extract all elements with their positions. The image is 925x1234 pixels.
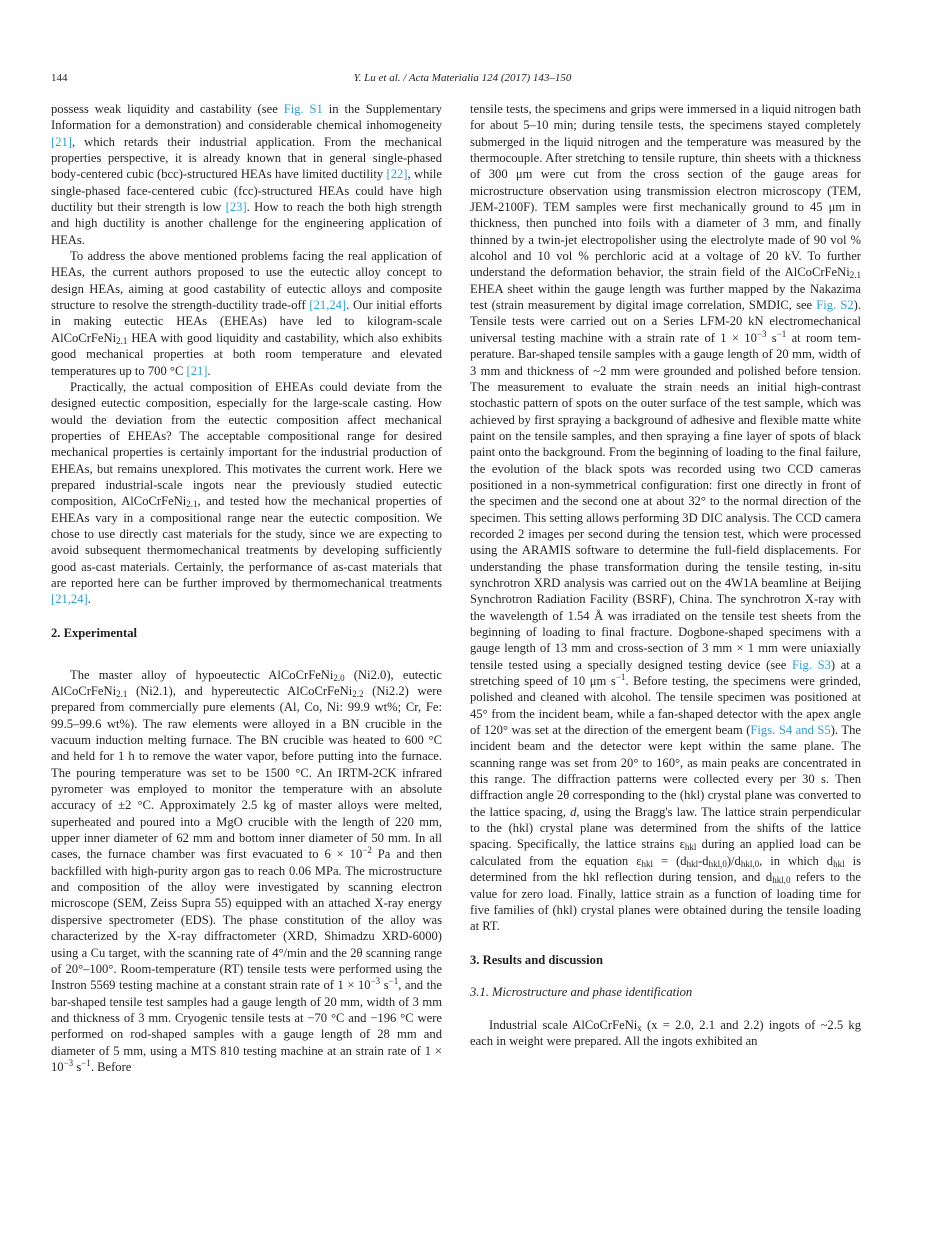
subscript: 2.1	[116, 689, 128, 699]
superscript: −2	[362, 845, 372, 856]
text: HEA with good liquidity and castability, which also exhibits good mechanical properties at both room temperature and elevated temperatures up to 700 °C	[51, 330, 442, 378]
subscript: hkl	[641, 858, 654, 869]
text: s	[766, 330, 777, 345]
superscript: −1	[81, 1057, 91, 1068]
superscript: −3	[370, 976, 381, 987]
text: tensile tests, the specimens and grips were immersed in a liquid nitrogen bath for about 5–10 min; during tensile tests, the specimens stayed completely submerged in the liquid nitrogen and the temperature was measured by the thermocouple. After stretching to tensile rupture, thin sheets with a thickness of 300 μm were cut from the cross section of the gauge areas for microstructure observation using transmission electron microscopy (TEM, JEM-2100F). TEM samples were first mechanically ground to 45 μm in thickness, then punched into foils with a diameter of 3 mm, and finally thinned by a twin-jet electropolisher using the electrolyte made of 90 vol % alcohol and 10 vol % perchloric acid at a voltage of 20 kV. To further understand the deformation behavior, the strain field of the AlCoCrFeNi	[470, 102, 861, 280]
link-fig-s2[interactable]: Fig. S2	[816, 298, 854, 313]
subscript: hkl	[686, 858, 699, 869]
text: . Our initial efforts in making eutectic HEAs (EHEAs) have led to kilogram-scale AlCoCrFeNi	[51, 298, 443, 345]
citation-21[interactable]: [21]	[186, 363, 208, 378]
running-head: Y. Lu et al. / Acta Materialia 124 (2017) 143–150	[353, 72, 572, 84]
subscript: 2.1	[116, 335, 128, 346]
section-heading-results: 3. Results and discussion	[470, 952, 603, 967]
citation-23[interactable]: [23]	[225, 200, 247, 215]
text: is determined from the hkl reflection during tension, and d	[470, 853, 861, 885]
text: To address the above mentioned problems facing the real application of HEAs, the current authors proposed to use the eutectic alloy concept to design HEAs, aiming at good castability of eutectic alloys and composite structure to resolve the strength-ductility trade-off	[51, 249, 442, 313]
subsection-heading-microstructure: 3.1. Microstructure and phase identification	[470, 984, 693, 999]
text: ). The incident beam and the detector were kept within the same plane. The scanning range was set from 20° to 160°, as main peaks are concentrated in this range. The diffraction patterns were collected every per 30 s. Then diffraction angle 2θ corresponding to the (hkl) crystal plane was converted to the lattice spacing,	[470, 723, 861, 819]
text: ). Tensile tests were carried out on a Series LFM-20 kN electromechanical universal testing machine with a strain rate of 1 × 10	[470, 298, 861, 345]
subscript: 2.1	[849, 270, 861, 281]
page-number: 144	[51, 72, 68, 84]
text: .	[87, 592, 91, 607]
text: s	[380, 978, 389, 993]
link-fig-s3[interactable]: Fig. S3	[792, 657, 831, 672]
text: (Ni2.1), and hypereutectic AlCoCrFeNi	[127, 684, 353, 698]
text: The master alloy of hypoeutectic AlCoCrFeNi	[70, 667, 334, 682]
subscript: hkl	[833, 858, 845, 869]
superscript: −3	[63, 1057, 74, 1068]
text: , and the bar-shaped tensile test samples had a gauge length of 20 mm, width of 3 mm and thickness of 3 mm. Cryogenic tensile tests at −70 °C and −196 °C were performed on rod-shaped samples with a gauge length of 28 mm and diameter of 5 mm, using a MTS 810 testing machine at an strain rate of 1 × 10	[51, 978, 443, 1074]
citation-21[interactable]: [21]	[51, 134, 72, 149]
text: , which retards their industrial application. From the mechanical properties perspective, it is already known that in general single-phased body-centered cubic (bcc)-structured HEAs have limited ductility	[51, 134, 442, 182]
text: (x = 2.0, 2.1 and 2.2) ingots of ~2.5 kg each in weight were prepared. All the ingots exhibited an	[470, 1017, 861, 1048]
superscript: −1	[388, 976, 399, 987]
text: s	[73, 1059, 82, 1074]
text: , in which d	[759, 853, 834, 868]
subscript: hkl,0	[708, 858, 727, 869]
text: during an applied load can be calculated from the equation ε	[470, 837, 861, 868]
right-column	[470, 101, 861, 1049]
text: .	[207, 363, 211, 378]
subscript: hkl	[684, 842, 697, 853]
citation-21-24[interactable]: [21,24]	[309, 298, 347, 313]
text: Practically, the actual composition of EHEAs could deviate from the designed eutectic composition, especially for the large-scale casting. How would the deviation from the eutectic composition affect mechanical properties of EHEAs? The acceptable compositional range for desired mechanical properties is certainly important for the industrial production of EHEAs, but remains unexplored. This motivates the current work. Here we prepared industrial-scale ingots near the previously studied eutectic composition, AlCoCrFeNi	[51, 379, 442, 509]
paragraph	[51, 379, 442, 608]
paragraph	[51, 248, 442, 379]
text: , using the Bragg's law. The lattice strain perpendicular to the (hkl) crystal plane was determined from the shifts of the lattice spacing. Specifically, the lattice strains ε	[470, 804, 861, 852]
subscript: x	[637, 1022, 642, 1033]
subscript: 2.1	[186, 499, 198, 510]
text: , and tested how the mechanical properties of EHEAs vary in a compositional range near the eutectic composition. We chose to use directly cast materials for the study, since we are expecting to avoid subsequent thermomechanical treatments by developing sufficiently good as-cast materials. Certainly, the performance of as-cast materials that are reported here can be further improved by thermomechanical treatments	[51, 494, 442, 590]
text: . Before testing, the specimens were grinded, polished and cleaned with alcohol. The tensile specimen was positioned at 45° from the incident beam, while a fan-shaped detector with the apex angle of 120° was set at the direction of the emergent beam (	[470, 674, 861, 738]
text: (Ni2.2) were prepared from commercially pure elements (Al, Co, Ni: 99.9 wt%; Cr, Fe: 99.5–99.6 wt%). The raw elements were alloyed in a BN crucible in the vacuum induction melting furnace. The BN crucible was heated to 600 °C and held for 1 h to remove the water vapor, before putting into the furnace. The pouring temperature was set to be 1500 °C. An IRTM-2CK infrared pyrometer was employed to monitor the temperature with an absolute accuracy of ±2 °C. Approximately 2.5 kg of master alloys were melted, superheated and poured into a MgO crucible with the length of 220 mm, upper inner diameter of 62 mm and bottom inner diameter of 50 mm. In all cases, the furnace chamber was first evacuated to 6 × 10	[51, 684, 442, 862]
paragraph	[470, 1017, 861, 1050]
paragraph	[51, 101, 442, 248]
superscript: −1	[776, 328, 787, 339]
text: , while single-phased face-centered cubic (fcc)-structured HEAs could have high ductility but their strength is low	[51, 167, 442, 215]
subscript: hkl,0	[772, 875, 791, 886]
text: possess weak liquidity and castability (see	[51, 102, 284, 116]
text: refers to the value for zero load. Finally, lattice strain as a function of loading time for five families of (hkl) crystal planes were obtained during the tensile loading at RT.	[470, 870, 861, 934]
text: . Before	[90, 1059, 132, 1074]
link-figs-s4-s5[interactable]: Figs. S4 and S5	[750, 723, 831, 738]
italic-variable: d	[570, 804, 577, 819]
text: at room temperature. Bar-shaped tensile samples with a gauge length of 20 mm, width of 3 mm and thickness of ~2 mm were grounded and polished before tension. The measurement to evaluate the strain needs an initial high-contrast stochastic pattern of spots on the outer surface of the test sample, which was achieved by first spraying a background of adhesive and flexible matte white paint on the tensile samples, and then spraying a fine layer of spots of black paint onto the background. From the beginning of loading to the final failure, the evolution of the black spots was recorded using two CCD cameras positioned in a non-symmetrical configuration: first one directly in front of the specimen and the second one at about 32° to the normal direction of the specimen. This setting allows performing 3D DIC analysis. The CCD camera recorded 2 images per second during the tension test, which were processed using the ARAMIS software to determine the full-field displacements. For understanding the phase transformation during the tensile testing, in-situ synchrotron XRD analysis was carried out on the 4W1A beamline at Beijing Synchrotron Radiation Facility (BSRF), China. The synchrotron X-ray with the wavelength of 1.54 Å was irradiated on the tensile test sheets from the beginning of loading to final fracture. Dogbone-shaped specimens with a gauge length of 13 mm and cross-section of 3 mm × 1 mm were uniaxially tensile tested using a specially designed testing device (see	[470, 330, 861, 672]
text: Industrial scale AlCoCrFeNi	[489, 1017, 638, 1032]
left-column	[51, 101, 442, 1075]
text: (Ni2.0), eutectic AlCoCrFeNi	[51, 667, 443, 698]
text: -d	[698, 853, 709, 868]
subscript: 2.2	[352, 689, 364, 699]
paragraph	[470, 101, 861, 935]
text: ) at a stretching speed of 10 μm s	[470, 657, 861, 689]
text: )/d	[726, 853, 741, 868]
citation-21-24[interactable]: [21,24]	[51, 592, 88, 607]
text: . How to reach the both high strength and high ductility is another challenge for the engineering application of HEAs.	[51, 200, 443, 247]
superscript: −3	[756, 328, 767, 339]
subscript: 2.0	[333, 672, 345, 683]
section-heading-experimental: 2. Experimental	[51, 625, 138, 640]
citation-22[interactable]: [22]	[386, 167, 408, 182]
paragraph	[51, 667, 442, 1076]
text: = (d	[653, 853, 687, 868]
subscript: hkl,0	[740, 858, 760, 869]
link-fig-s1[interactable]: Fig. S1	[283, 102, 323, 116]
superscript: −1	[615, 672, 626, 683]
text: EHEA sheet within the gauge length was further mapped by the Nakazima test (strain measurement by digital image correlation, SMDIC, see	[470, 281, 861, 313]
text: in the Supplementary Information for a demonstration) and considerable chemical inhomogeneity	[51, 102, 442, 133]
text: Pa and then backfilled with high-purity argon gas to reach 0.06 MPa. The microstructure and composition of the alloy were investigated by scanning electron microscope (SEM, Zeiss Supra 55) equipped with an attached X-ray energy dispersive spectrometer (EDS). The phase constitution of the alloy was characterized by the X-ray diffractometer (XRD, Shimadzu XRD-6000) using a Cu target, with the scanning rate of 4°/min and the 2θ scanning range of 20°–100°. Room-temperature (RT) tensile tests were performed using the Instron 5569 testing machine at a constant strain rate of 1 × 10	[51, 847, 442, 993]
